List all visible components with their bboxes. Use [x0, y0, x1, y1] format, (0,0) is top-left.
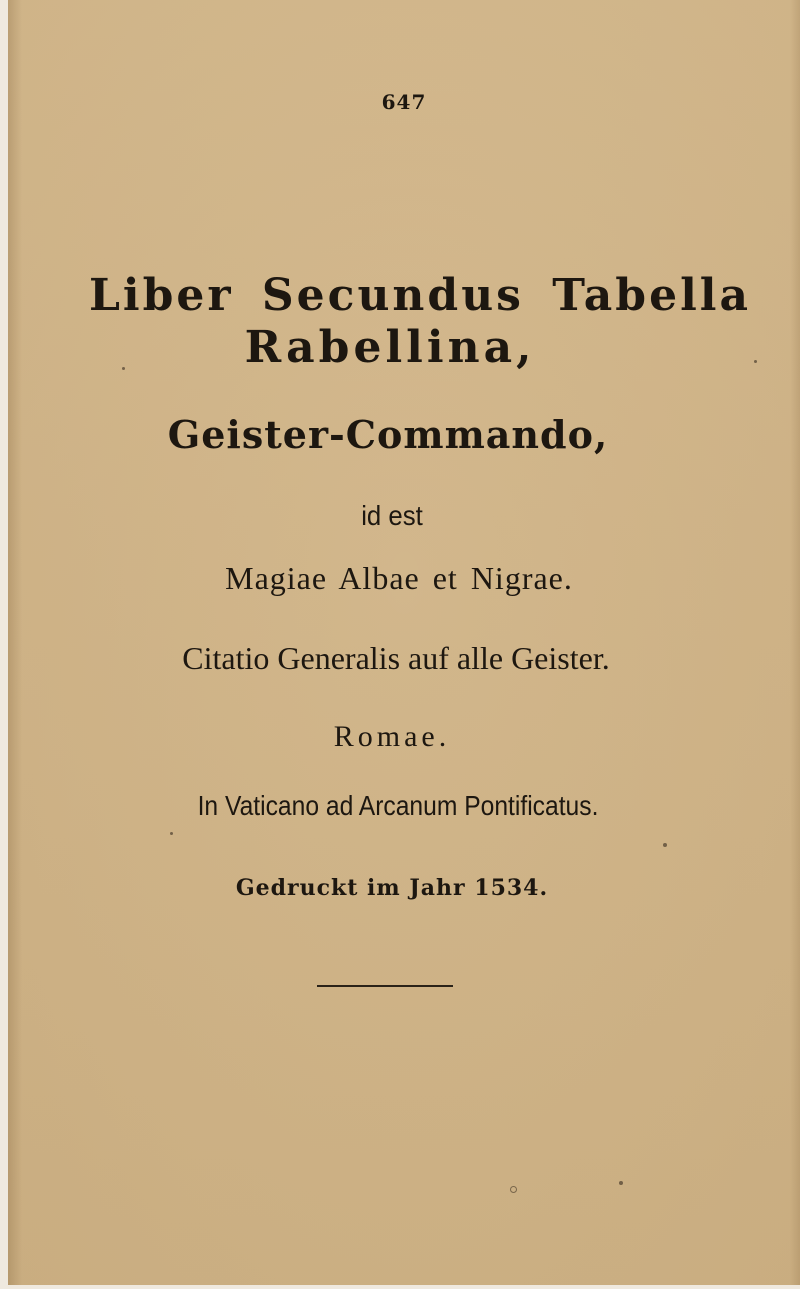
title-line-2: Rabellina,	[244, 322, 536, 373]
paper-speck	[122, 367, 125, 370]
paper-speck	[754, 360, 757, 363]
vaticano-line: In Vaticano ad Arcanum Pontificatus.	[197, 790, 599, 821]
paper-speck	[170, 832, 173, 835]
subtitle: Geister-Commando,	[167, 412, 609, 457]
title-line-1: Liber Secundus Tabella	[88, 270, 752, 321]
paper-speck	[663, 843, 667, 847]
id-est-line: id est	[361, 500, 423, 531]
magiae-line: Magiae Albae et Nigrae.	[225, 560, 573, 596]
paper-speck	[510, 1186, 517, 1193]
horizontal-rule	[317, 985, 453, 987]
book-page	[8, 0, 800, 1285]
citatio-line: Citatio Generalis auf alle Geister.	[182, 640, 610, 676]
place-line: Romae.	[333, 720, 451, 753]
paper-speck	[619, 1181, 623, 1185]
page-number: 647	[381, 90, 427, 114]
imprint-line: Gedruckt im Jahr 1534.	[235, 875, 549, 901]
